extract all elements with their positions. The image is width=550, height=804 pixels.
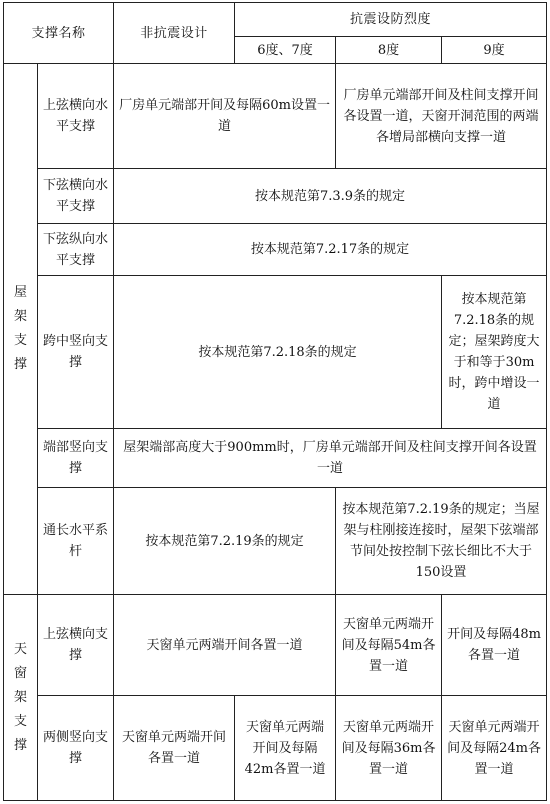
row-label-tie-bar: 通长水平系杆 <box>38 488 114 595</box>
cell-upper-chord-non-6-7: 厂房单元端部开间及每隔60m设置一道 <box>114 64 336 169</box>
cell-upper-chord-8-9: 厂房单元端部开间及柱间支撑开间各设置一道，天窗开洞范围的两端各增局部横向支撑一道 <box>336 64 547 169</box>
group-label-roof-truss <box>4 64 38 595</box>
group-label-text: 屋架支撑 <box>13 285 27 372</box>
row-label-end-vertical: 端部竖向支撑 <box>38 429 114 488</box>
header-degree-6-7: 6度、7度 <box>235 37 336 64</box>
table-row <box>4 169 547 224</box>
table-row <box>4 595 547 696</box>
cell-side-vertical-9: 天窗单元两端开间及每隔24m各置一道 <box>442 696 547 801</box>
row-label-midspan-vertical: 跨中竖向支撑 <box>38 276 114 429</box>
group-label-text: 天窗架支撑 <box>13 641 27 753</box>
table-row <box>4 224 547 276</box>
header-non-seismic: 非抗震设计 <box>114 3 235 64</box>
row-label-lower-chord-transverse: 下弦横向水平支撑 <box>38 169 114 224</box>
cell-skylight-upper-8: 天窗单元两端开间及每隔54m各置一道 <box>336 595 442 696</box>
table-row <box>4 429 547 488</box>
header-row-1 <box>4 3 547 37</box>
cell-midspan-vertical: 按本规范第7.2.18条的规定 <box>114 276 442 429</box>
row-label-side-vertical: 两侧竖向支撑 <box>38 696 114 801</box>
table-row <box>4 64 547 169</box>
cell-end-vertical: 屋架端部高度大于900mm时，厂房单元端部开间及柱间支撑开间各设置一道 <box>114 429 547 488</box>
row-label-lower-chord-longitudinal: 下弦纵向水平支撑 <box>38 224 114 276</box>
table-row <box>4 488 547 595</box>
table-row <box>4 276 547 429</box>
cell-tie-bar-non-6-7: 按本规范第7.2.19条的规定 <box>114 488 336 595</box>
cell-lower-chord-transverse: 按本规范第7.3.9条的规定 <box>114 169 547 224</box>
header-degree-9: 9度 <box>442 37 547 64</box>
bracing-spec-table <box>3 2 547 801</box>
table-row <box>4 696 547 801</box>
header-bracing-name: 支撑名称 <box>4 3 114 64</box>
group-label-skylight-frame <box>4 595 38 801</box>
cell-side-vertical-8: 天窗单元两端开间及每隔36m各置一道 <box>336 696 442 801</box>
row-label-skylight-upper-chord: 上弦横向支撑 <box>38 595 114 696</box>
header-degree-8: 8度 <box>336 37 442 64</box>
row-label-upper-chord: 上弦横向水平支撑 <box>38 64 114 169</box>
cell-side-vertical-6-7: 天窗单元两端开间及每隔42m各置一道 <box>235 696 336 801</box>
cell-midspan-vertical-9: 按本规范第7.2.18条的规定；屋架跨度大于和等于30m时，跨中增设一道 <box>442 276 547 429</box>
cell-lower-chord-longitudinal: 按本规范第7.2.17条的规定 <box>114 224 547 276</box>
cell-side-vertical-non: 天窗单元两端开间各置一道 <box>114 696 235 801</box>
cell-skylight-upper-9: 开间及每隔48m各置一道 <box>442 595 547 696</box>
cell-tie-bar-8-9: 按本规范第7.2.19条的规定；当屋架与柱刚接连接时，屋架下弦端部节间处按控制下弦长细比不大于150设置 <box>336 488 547 595</box>
header-seismic-intensity: 抗震设防烈度 <box>235 3 547 37</box>
cell-skylight-upper-non-6-7: 天窗单元两端开间各置一道 <box>114 595 336 696</box>
